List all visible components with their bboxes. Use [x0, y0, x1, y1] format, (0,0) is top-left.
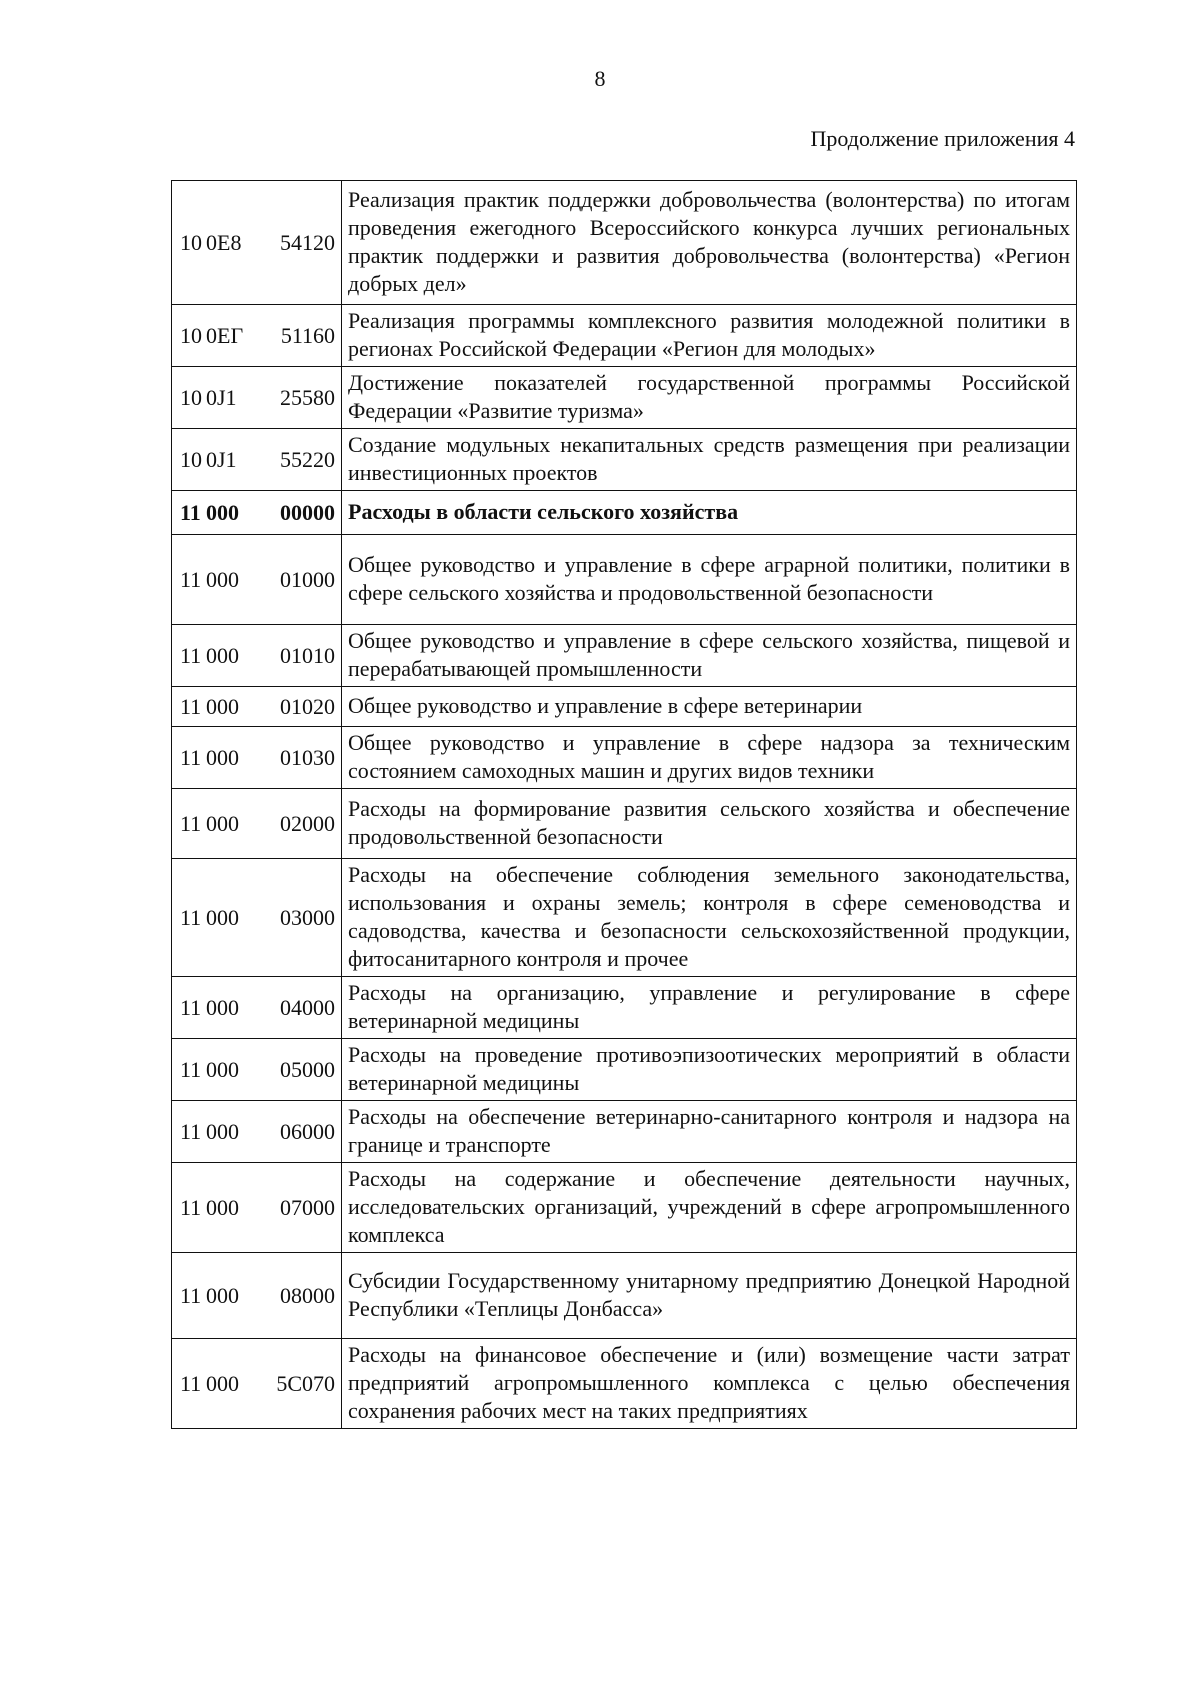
code-part-1: 11 [180, 810, 202, 836]
code-part-1: 10 [180, 384, 202, 410]
expense-description-cell: Реализация программы комплексного развития молодежной политики в регионах Российской Федерации «Регион для молодых» [342, 305, 1077, 367]
code-part-3: 01020 [280, 693, 335, 719]
code-part-2: 000 [206, 994, 239, 1020]
code-part-1: 11 [180, 1056, 202, 1082]
code-part-2: 000 [206, 1056, 239, 1082]
table-row [172, 535, 1077, 625]
code-part-3: 00000 [280, 499, 335, 525]
code-part-3: 51160 [280, 322, 335, 348]
expense-description-cell: Расходы на проведение противоэпизоотических мероприятий в области ветеринарной медицины [342, 1039, 1077, 1101]
expense-description-cell: Субсидии Государственному унитарному предприятию Донецкой Народной Республики «Теплицы Донбасса» [342, 1253, 1077, 1339]
code-part-2: 000 [206, 810, 239, 836]
code-part-3: 05000 [280, 1056, 335, 1082]
expense-description-cell: Достижение показателей государственной программы Российской Федерации «Развитие туризма» [342, 367, 1077, 429]
table-row [172, 429, 1077, 491]
table-row [172, 859, 1077, 977]
table-row [172, 367, 1077, 429]
code-part-2: 000 [206, 642, 239, 668]
table-row [172, 789, 1077, 859]
code-part-3: 01030 [280, 744, 335, 770]
budget-code-cell [172, 535, 342, 625]
table-row [172, 1101, 1077, 1163]
code-part-2: 000 [206, 1118, 239, 1144]
code-part-1: 11 [180, 566, 202, 592]
code-part-2: 000 [206, 499, 239, 525]
table-row [172, 977, 1077, 1039]
expense-description-cell: Общее руководство и управление в сфере ветеринарии [342, 687, 1077, 727]
code-part-2: 000 [206, 904, 239, 930]
table-row [172, 1163, 1077, 1253]
code-part-2: 000 [206, 744, 239, 770]
code-part-1: 11 [180, 744, 202, 770]
code-part-1: 10 [180, 446, 202, 472]
code-part-3: 54120 [280, 229, 335, 255]
code-part-3: 25580 [280, 384, 335, 410]
budget-code-cell [172, 687, 342, 727]
code-part-1: 11 [180, 1194, 202, 1220]
budget-code-cell [172, 181, 342, 305]
expense-description-cell: Расходы на обеспечение соблюдения земельного законодательства, использования и охраны земель; контроля в сфере семеноводства и садоводства, качества и безопасности сельскохозяйственной продукции, фитосанитарного контроля и прочее [342, 859, 1077, 977]
code-part-1: 11 [180, 1118, 202, 1144]
expense-description-cell: Общее руководство и управление в сфере надзора за техническим состоянием самоходных машин и других видов техники [342, 727, 1077, 789]
budget-code-cell [172, 491, 342, 535]
code-part-2: 0J1 [206, 384, 237, 410]
budget-code-cell [172, 625, 342, 687]
code-part-1: 11 [180, 642, 202, 668]
expense-description-cell: Реализация практик поддержки добровольчества (волонтерства) по итогам проведения ежегодного Всероссийского конкурса лучших региональных практик поддержки и развития добровольчества (волонтерства) «Регион добрых дел» [342, 181, 1077, 305]
expense-description-cell: Общее руководство и управление в сфере сельского хозяйства, пищевой и перерабатывающей промышленности [342, 625, 1077, 687]
code-part-3: 04000 [280, 994, 335, 1020]
code-part-3: 02000 [280, 810, 335, 836]
code-part-3: 08000 [280, 1282, 335, 1308]
code-part-1: 11 [180, 1370, 202, 1396]
table-row [172, 1339, 1077, 1429]
budget-code-cell [172, 1101, 342, 1163]
expense-description-cell: Расходы на формирование развития сельского хозяйства и обеспечение продовольственной безопасности [342, 789, 1077, 859]
code-part-3: 01010 [280, 642, 335, 668]
budget-code-cell [172, 305, 342, 367]
table-row [172, 305, 1077, 367]
code-part-1: 11 [180, 994, 202, 1020]
table-row [172, 625, 1077, 687]
expense-description-cell: Расходы на организацию, управление и регулирование в сфере ветеринарной медицины [342, 977, 1077, 1039]
table-row [172, 1039, 1077, 1101]
table-row [172, 181, 1077, 305]
code-part-2: 0ЕГ [206, 322, 244, 348]
expense-description-cell: Расходы на обеспечение ветеринарно-санитарного контроля и надзора на границе и транспорте [342, 1101, 1077, 1163]
code-part-3: 06000 [280, 1118, 335, 1144]
code-part-2: 000 [206, 566, 239, 592]
budget-code-cell [172, 789, 342, 859]
code-part-1: 11 [180, 693, 202, 719]
budget-classification-table [171, 180, 1077, 1429]
code-part-2: 0E8 [206, 229, 242, 255]
code-part-1: 11 [180, 904, 202, 930]
budget-code-cell [172, 1163, 342, 1253]
budget-code-cell [172, 977, 342, 1039]
code-part-2: 0J1 [206, 446, 237, 472]
code-part-1: 11 [180, 499, 201, 525]
budget-code-cell [172, 429, 342, 491]
expense-description-cell: Общее руководство и управление в сфере аграрной политики, политики в сфере сельского хозяйства и продовольственной безопасности [342, 535, 1077, 625]
code-part-3: 55220 [280, 446, 335, 472]
code-part-3: 01000 [280, 566, 335, 592]
code-part-2: 000 [206, 693, 239, 719]
code-part-3: 07000 [280, 1194, 335, 1220]
table-row [172, 687, 1077, 727]
budget-code-cell [172, 859, 342, 977]
code-part-3: 03000 [280, 904, 335, 930]
budget-code-cell [172, 1339, 342, 1429]
code-part-1: 11 [180, 1282, 202, 1308]
budget-code-cell [172, 1253, 342, 1339]
expense-description-cell: Создание модульных некапитальных средств размещения при реализации инвестиционных проектов [342, 429, 1077, 491]
code-part-2: 000 [206, 1282, 239, 1308]
budget-code-cell [172, 367, 342, 429]
budget-code-cell [172, 1039, 342, 1101]
expense-description-cell: Расходы в области сельского хозяйства [342, 491, 1077, 535]
budget-code-cell [172, 727, 342, 789]
continuation-note: Продолжение приложения 4 [810, 126, 1075, 151]
code-part-1: 10 [180, 322, 202, 348]
table-row [172, 491, 1077, 535]
expense-description-cell: Расходы на финансовое обеспечение и (или) возмещение части затрат предприятий агропромышленного комплекса с целью обеспечения сохранения рабочих мест на таких предприятиях [342, 1339, 1077, 1429]
code-part-1: 10 [180, 229, 202, 255]
table-row [172, 727, 1077, 789]
code-part-3: 5C070 [276, 1370, 335, 1396]
code-part-2: 000 [206, 1194, 239, 1220]
code-part-2: 000 [206, 1370, 239, 1396]
page-number: 8 [594, 66, 606, 91]
expense-description-cell: Расходы на содержание и обеспечение деятельности научных, исследовательских организаций, учреждений в сфере агропромышленного комплекса [342, 1163, 1077, 1253]
table-row [172, 1253, 1077, 1339]
